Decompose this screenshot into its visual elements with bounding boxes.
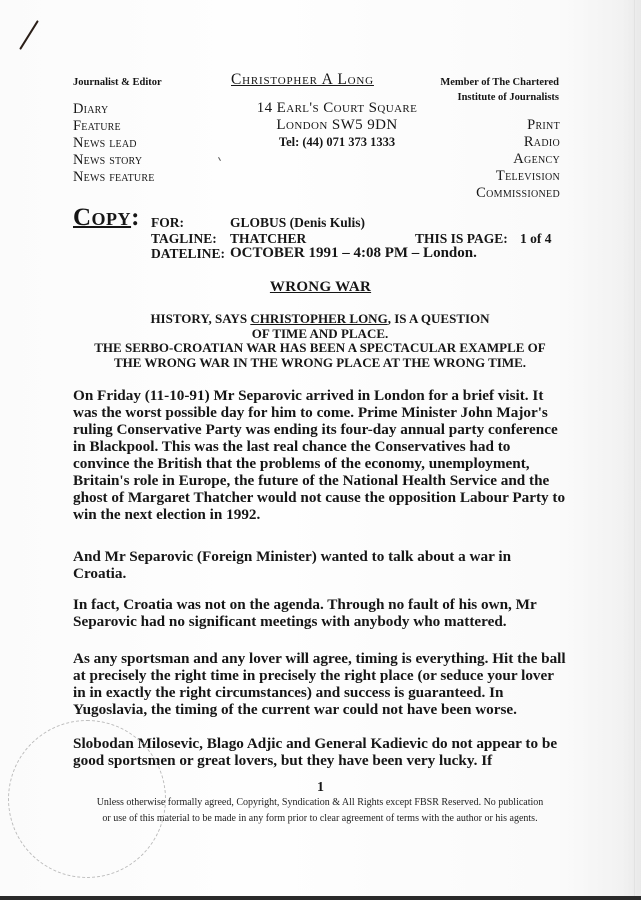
page-label: THIS IS PAGE: [415, 231, 508, 246]
service-item: Feature [73, 118, 121, 134]
rights-notice [60, 795, 580, 826]
article-paragraph: And Mr Separovic (Foreign Minister) wanted to talk about a war in Croatia. [73, 548, 512, 582]
page-value: 1 of 4 [520, 231, 552, 246]
article-paragraph: In fact, Croatia was not on the agenda. Through no fault of his own, Mr Separovic had no significant meetings with anybody who mattered. [73, 596, 537, 630]
rights-line: or use of this material to be made in any form prior to clear agreement of terms with the author or his agents. [102, 812, 538, 824]
for-label: FOR: [151, 215, 184, 230]
service-item: News feature [73, 169, 155, 185]
copy-heading-colon: : [131, 204, 140, 231]
service-item: News story [73, 152, 143, 168]
standfirst-author: CHRISTOPHER LONG [250, 311, 388, 326]
service-item: Diary [73, 101, 109, 117]
article-paragraph: On Friday (11-10-91) Mr Separovic arrived in London for a brief visit. It was the worst possible day for him to come. Prime Minister John Major's ruling Conservative Party was ending its four-day annual party conference in Blackpool. This was the last real chance the Conservatives had to convince the British that the problems of the economy, unemployment, Britain's role in Europe, the future of the National Health Service and the ghost of Margaret Thatcher would not cause the opposition Labour Party to win the next election in 1992. [73, 387, 566, 523]
membership-line: Institute of Journalists [457, 92, 559, 103]
address-line: 14 Earl's Court Square [256, 100, 418, 116]
membership-line: Member of The Chartered [440, 77, 559, 88]
dateline-label: DATELINE: [151, 246, 226, 261]
address-line: London SW5 9DN [276, 117, 398, 133]
telephone: Tel: (44) 071 373 1333 [278, 135, 396, 149]
service-item: News lead [73, 135, 137, 151]
article-paragraph: Slobodan Milosevic, Blago Adjic and General Kadievic do not appear to be good sportsmen or great lovers, but they have been very lucky. If [73, 735, 558, 769]
page-edge [634, 0, 635, 896]
standfirst-text: , IS A QUESTION [387, 311, 490, 326]
article-paragraph: As any sportsman and any lover will agree, timing is everything. Hit the ball at precisely the right time in precisely the right place (or seduce your lover in in exactly the right circumstances) and success is guaranteed. In Yugoslavia, the timing of the current war could not have been worse. [73, 650, 566, 718]
dateline-value: OCTOBER 1991 – 4:08 PM – London. [230, 245, 477, 261]
media-item: Radio [523, 134, 560, 150]
media-item: Commissioned [476, 185, 560, 201]
page-number: 1 [317, 780, 324, 795]
standfirst-line: OF TIME AND PLACE. [251, 325, 389, 341]
media-item: Agency [513, 151, 560, 167]
copy-heading [73, 204, 140, 232]
rights-line: Unless otherwise formally agreed, Copyright, Syndication & All Rights except FBSR Reserved. No publication [96, 797, 544, 808]
scan-border [0, 896, 641, 900]
media-item: Television [495, 168, 560, 184]
services-list [73, 101, 155, 186]
pen-mark [19, 20, 39, 50]
article-standfirst [70, 312, 570, 370]
standfirst-text: HISTORY, SAYS [150, 311, 251, 326]
membership-note [437, 75, 559, 105]
standfirst-line: THE SERBO-CROATIAN WAR HAS BEEN A SPECTACULAR EXAMPLE OF [94, 340, 546, 355]
tagline-value: THATCHER [230, 231, 307, 246]
author-name: Christopher A Long [231, 71, 374, 88]
standfirst-line: THE WRONG WAR IN THE WRONG PLACE AT THE WRONG TIME. [113, 354, 527, 370]
for-value: GLOBUS (Denis Kulis) [230, 215, 366, 230]
article-headline: WRONG WAR [269, 279, 372, 295]
stray-mark [218, 157, 221, 161]
copy-heading-word: Copy [73, 204, 132, 231]
media-list [420, 117, 560, 202]
address-block [222, 100, 452, 134]
media-item: Print [527, 117, 560, 133]
role-label: Journalist & Editor [73, 77, 162, 88]
tagline-label: TAGLINE: [151, 231, 217, 246]
